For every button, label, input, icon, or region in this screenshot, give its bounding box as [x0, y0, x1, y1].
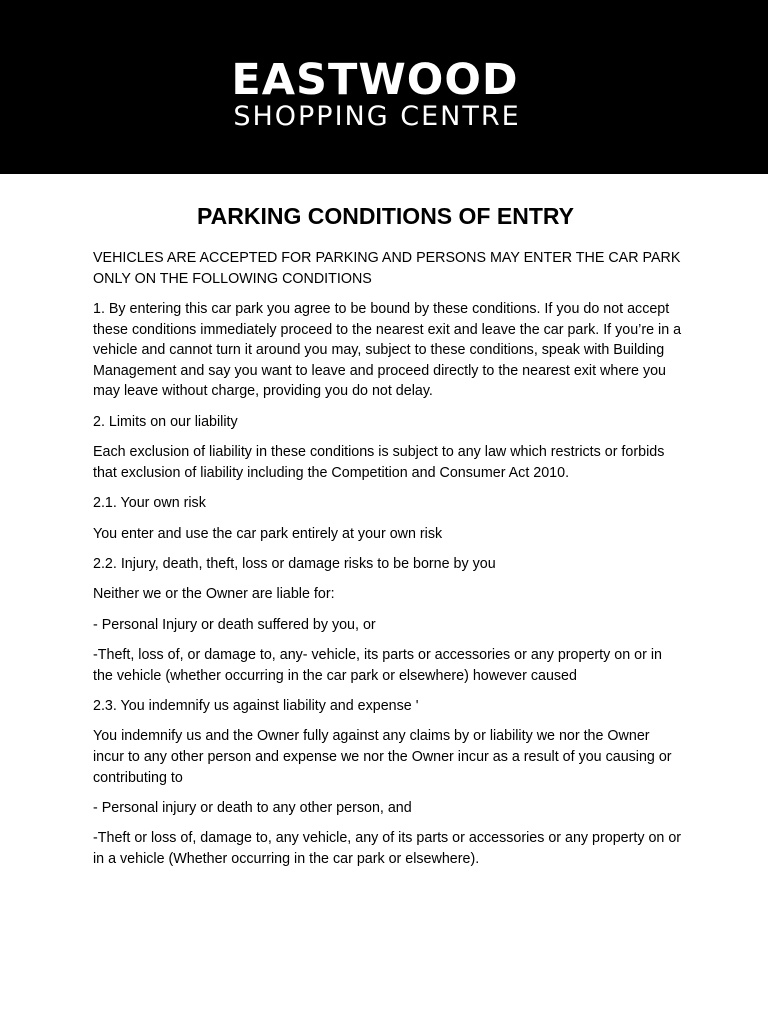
intro-paragraph: VEHICLES ARE ACCEPTED FOR PARKING AND PERSONS MAY ENTER THE CAR PARK ONLY ON THE FOLLOWING CONDITIONS: [93, 250, 681, 287]
section-heading-indemnify: 2.3. You indemnify us against liability and expense ': [93, 698, 419, 715]
section-heading-own-risk: 2.1. Your own risk: [93, 495, 206, 512]
section-heading-liability: 2. Limits on our liability: [93, 413, 238, 430]
condition-1-paragraph: 1. By entering this car park you agree to be bound by these conditions. If you do not accept these conditions immediately proceed to the nearest exit and leave the car park. If you’re in a vehicle and cannot turn it around you may, subject to these conditions, speak with Building Management and say you want to leave and proceed directly to the nearest exit where you may leave without charge, providing you do not delay.: [93, 300, 682, 400]
header-banner: [0, 0, 768, 174]
liability-exclusion-paragraph: Each exclusion of liability in these conditions is subject to any law which restricts or forbids that exclusion of liability including the Competition and Consumer Act 2010.: [93, 444, 665, 481]
brand-name: EASTWOOD: [231, 55, 519, 105]
list-item-theft: -Theft, loss of, or damage to, any- vehicle, its parts or accessories or any property on or in the vehicle (whether occurring in the car park or elsewhere) however caused: [93, 647, 662, 684]
list-item-injury-others: - Personal injury or death to any other person, and: [93, 800, 412, 817]
page-title: PARKING CONDITIONS OF ENTRY: [197, 203, 574, 229]
not-liable-intro: Neither we or the Owner are liable for:: [93, 586, 335, 603]
list-item-injury: - Personal Injury or death suffered by you, or: [93, 616, 376, 633]
list-item-theft-vehicle: -Theft or loss of, damage to, any vehicle, any of its parts or accessories or any property on or in a vehicle (Whether occurring in the car park or elsewhere).: [93, 830, 682, 868]
document-body: [93, 198, 683, 879]
indemnify-paragraph: You indemnify us and the Owner fully against any claims by or liability we nor the Owner incur to any other person and expense we nor the Owner incur as a result of you causing or contributing to: [93, 728, 672, 786]
own-risk-paragraph: You enter and use the car park entirely at your own risk: [93, 525, 443, 542]
brand-logo: [0, 56, 768, 132]
section-heading-injury-risks: 2.2. Injury, death, theft, loss or damage risks to be borne by you: [93, 555, 496, 572]
brand-subtitle: SHOPPING CENTRE: [233, 101, 521, 132]
